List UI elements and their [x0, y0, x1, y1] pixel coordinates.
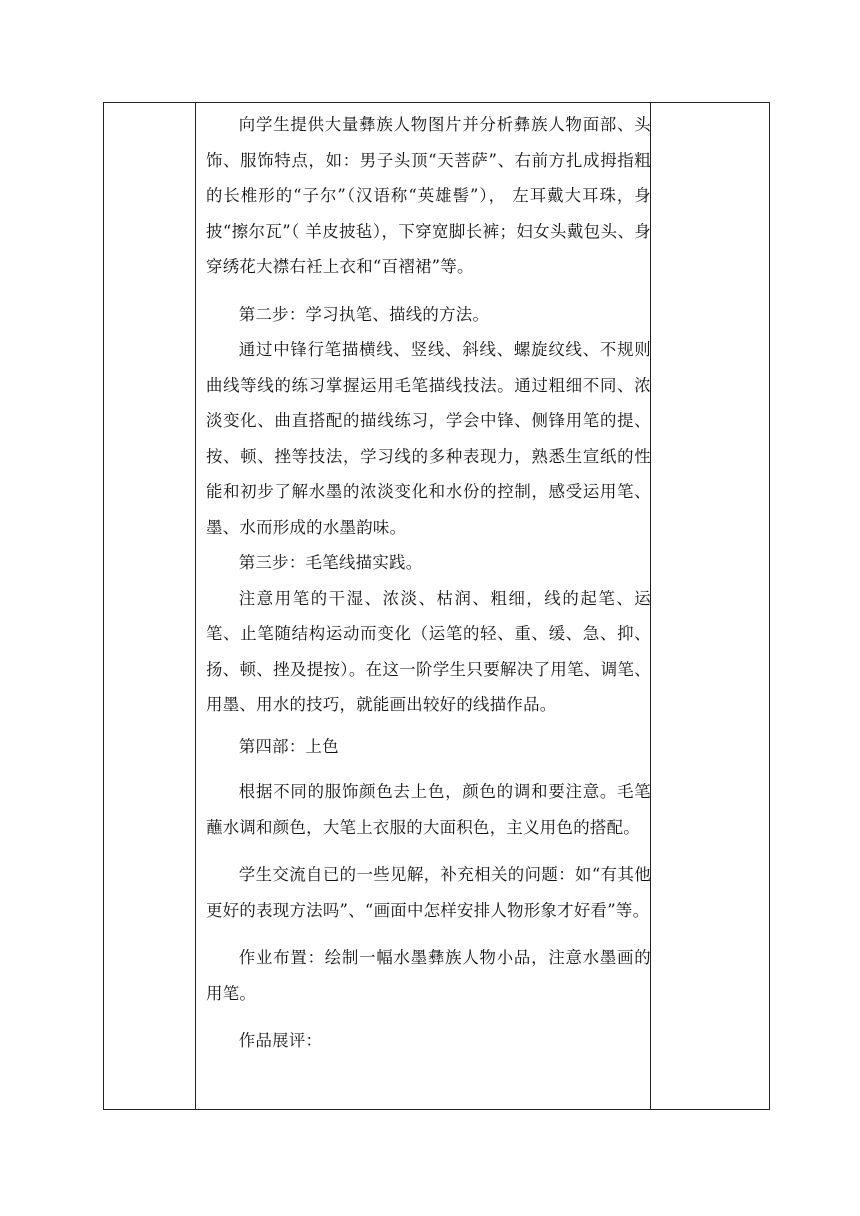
- paragraph-step-two-body: 通过中锋行笔描横线、竖线、斜线、螺旋纹线、不规则曲线等线的练习掌握运用毛笔描线技法。通过粗细不同、浓淡变化、曲直搭配的描线练习，学会中锋、侧锋用笔的提、按、顿、挫等技法，学习线的多种表现力，熟悉生宣纸的性能和初步了解水墨的浓淡变化和水份的控制，感受运用笔、墨、水而形成的水墨韵味。: [206, 340, 651, 537]
- paragraph-step-three-body: 注意用笔的干湿、浓淡、枯润、粗细，线的起笔、运笔、止笔随结构运动而变化（运笔的轻、重、缓、急、抑、扬、顿、挫及提按）。在这一阶学生只要解决了用笔、调笔、用墨、用水的技巧，就能画出较好的线描作品。: [206, 588, 651, 714]
- paragraph-step-three-heading: 第三步：毛笔线描实践。: [238, 553, 423, 572]
- lesson-content-cell: [196, 103, 651, 1059]
- paragraph-step-four-heading: 第四部：上色: [238, 736, 339, 756]
- paragraph-evaluation: 作品展评：: [238, 1031, 323, 1050]
- paragraph-step-four-body: 根据不同的服饰颜色去上色，颜色的调和要注意。毛笔蘸水调和颜色，大笔上衣服的大面积色，主义用色的搭配。: [206, 782, 651, 837]
- paragraph-intro: 向学生提供大量彝族人物图片并分析彝族人物面部、头饰、服饰特点，如：男子头顶“天菩萨”、右前方扎成拇指粗的长椎形的“子尔”（汉语称“英雄髻”）， 左耳戴大耳珠，身披“擦尔瓦”（ 羊皮披毡），下穿宽脚长裤；妇女头戴包头、身穿绣花大襟右衽上衣和“百褶裙”等。: [206, 115, 651, 276]
- paragraph-student-exchange: 学生交流自已的一些见解，补充相关的问题：如“有其他更好的表现方法吗”、“画面中怎样安排人物形象才好看”等。: [206, 865, 651, 920]
- paragraph-step-two-heading: 第二步：学习执笔、描线的方法。: [238, 304, 490, 324]
- lesson-table: [103, 102, 770, 1110]
- paragraph-homework: 作业布置：绘制一幅水墨彝族人物小品，注意水墨画的用笔。: [206, 948, 651, 1003]
